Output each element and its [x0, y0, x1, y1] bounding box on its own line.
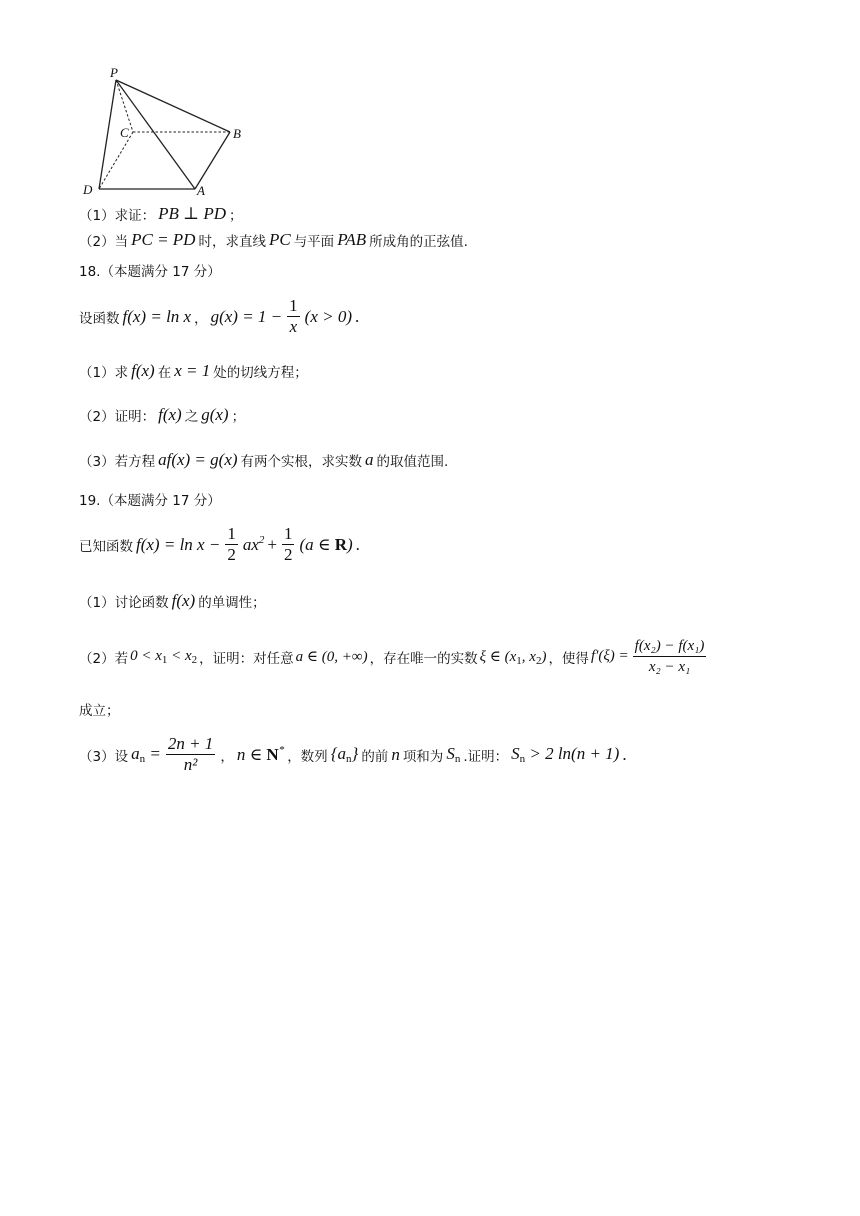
edge-PD	[99, 80, 116, 189]
q18-f-def: f(x) = ln x	[122, 306, 192, 326]
q19-part3-frac-num: 2n + 1	[167, 734, 214, 753]
label-C: C	[120, 125, 129, 140]
q19-part2-cond: $0 < x_1 < x_2$	[130, 647, 198, 666]
q19-part3-c5: .证明：	[463, 748, 509, 765]
q19-part3-n: n	[391, 744, 400, 764]
q18-part2-rel: 之	[184, 409, 199, 425]
q19-part1-f: f(x)	[171, 591, 196, 610]
label-B: B	[233, 126, 241, 141]
q17-part1-label: （1）求证：	[79, 208, 156, 224]
q19-part3-seq: $\{a_n\}$	[330, 744, 359, 765]
q18-part3-label: （3）若方程	[79, 454, 156, 470]
q18-intro	[79, 296, 359, 337]
q19-part3-c3: 的前	[361, 748, 389, 765]
q18-g-right: (x > 0)	[304, 306, 352, 326]
q18-part3-var: a	[365, 450, 374, 469]
q18-intro-sep: ，	[194, 310, 208, 327]
q19-intro-prefix: 已知函数	[79, 538, 133, 555]
q19-part2-label: （2）若	[79, 650, 129, 667]
q18-part3-tail: 的取值范围.	[376, 454, 449, 470]
q17-part2-plane: PAB	[337, 230, 367, 249]
q19-frac2-den: 2	[283, 545, 293, 564]
q19-domain: (a ∈ R)	[299, 534, 353, 554]
q18-part3-eq: af(x) = g(x)	[158, 450, 238, 469]
q19-frac1	[225, 524, 238, 565]
q19-part3-ineq: $S_n > 2$ ln(n + 1)	[511, 744, 620, 765]
q17-part1-tail: ；	[229, 208, 243, 224]
q19-part3-nset: n ∈ N*	[236, 744, 285, 764]
q19-intro	[79, 524, 360, 565]
q17-part2-label: （2）当	[79, 234, 129, 250]
q19-part2-arange: a ∈ (0, +∞)	[295, 649, 368, 665]
edge-PB	[116, 80, 230, 132]
q18-g-frac-den: x	[289, 317, 298, 336]
q19-part2-cont: 成立；	[79, 703, 120, 719]
q19-part2-frac-den: x₂ − x₁	[648, 659, 691, 675]
q17-part2-line: PC	[268, 230, 291, 249]
q19-part3-end: .	[622, 744, 627, 764]
q19-part3-S: $S_n$	[446, 744, 461, 765]
q19-part1-label: （1）讨论函数	[79, 595, 169, 611]
q18-header: 18.（本题满分 17 分）	[79, 264, 221, 280]
pyramid-figure	[78, 62, 258, 202]
q19-frac1-den: 2	[227, 545, 236, 564]
q18-part2-label: （2）证明：	[79, 409, 156, 425]
q19-part2-c3: ，使得	[548, 650, 589, 667]
q18-g-left: g(x) = 1 −	[210, 306, 283, 326]
q19-part3-an: $a_n$ =	[131, 744, 161, 765]
q17-part2	[79, 230, 468, 250]
q19-frac2-num: 1	[283, 524, 293, 543]
q17-part2-mid2: 与平面	[293, 234, 335, 250]
q18-part2	[79, 405, 245, 425]
q19-part3-fraction	[166, 734, 215, 775]
q18-part1-label: （1）求	[79, 365, 129, 381]
q19-part1	[79, 591, 266, 611]
q19-part2-frac-num: f(x₂) − f(x₁)	[633, 636, 707, 657]
q19-term1: $ax^2$	[242, 534, 265, 554]
q19-part2	[79, 636, 708, 677]
label-P: P	[110, 65, 118, 80]
q19-part2-fprime: f′(ξ) =	[590, 648, 629, 664]
q19-part2-xi: ξ ∈ ($x_1$, $x_2$)	[479, 648, 547, 667]
q19-part2-fraction	[633, 636, 707, 677]
q18-part2-tail: ；	[231, 409, 246, 425]
q19-intro-end: .	[355, 534, 360, 554]
q17-part2-cond: PC = PD	[131, 230, 196, 249]
q19-part3-c1: ，	[220, 748, 234, 765]
q19-part3-c2: ，数列	[287, 748, 328, 765]
q19-part2-c2: ，存在唯一的实数	[369, 650, 478, 667]
q19-plus: +	[267, 534, 277, 554]
q19-part3-frac-den: n²	[183, 755, 198, 774]
q18-intro-end: .	[355, 306, 360, 326]
q19-part1-tail: 的单调性；	[198, 595, 266, 611]
q17-part1-math: PB ⊥ PD	[158, 204, 227, 223]
q18-intro-prefix: 设函数	[79, 310, 120, 327]
q18-part2-g: g(x)	[201, 405, 229, 424]
q19-header: 19.（本题满分 17 分）	[79, 493, 221, 509]
q19-part3-c4: 项和为	[402, 748, 444, 765]
q18-part1-point: x = 1	[174, 361, 211, 380]
q18-part1-mid: 在	[157, 365, 172, 381]
q18-part3	[79, 450, 448, 470]
q19-f-left: f(x) = ln x −	[136, 534, 221, 554]
q19-part3	[79, 734, 627, 775]
q18-part2-f: f(x)	[158, 405, 182, 424]
q18-part1-tail: 处的切线方程；	[213, 365, 308, 381]
q17-part2-mid1: 时，求直线	[198, 234, 266, 250]
q19-part2-c1: ，证明：对任意	[199, 650, 294, 667]
q19-part3-label: （3）设	[79, 748, 129, 765]
q18-part3-mid: 有两个实根，求实数	[240, 454, 363, 470]
q18-g-fraction	[287, 296, 300, 337]
q17-part2-tail: 所成角的正弦值.	[369, 234, 468, 250]
q18-g-frac-num: 1	[289, 296, 298, 315]
label-D: D	[83, 182, 93, 197]
q19-frac1-num: 1	[227, 524, 236, 543]
edge-AB	[195, 132, 230, 189]
q17-part1	[79, 204, 243, 224]
q18-part1	[79, 361, 308, 381]
label-A: A	[197, 183, 205, 198]
q19-frac2	[282, 524, 295, 565]
q18-part1-f: f(x)	[131, 361, 155, 380]
